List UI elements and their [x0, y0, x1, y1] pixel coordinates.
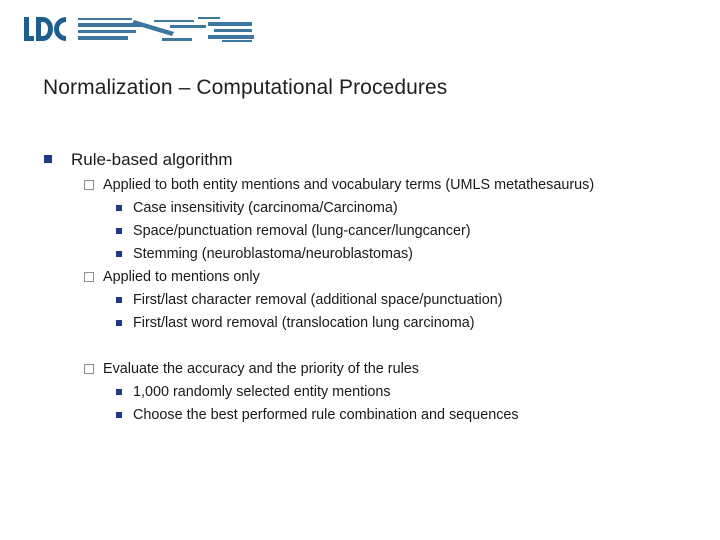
bullet-item: Applied to mentions only — [103, 269, 260, 285]
checkbox-bullet-icon — [84, 272, 94, 282]
bullet-square-icon — [116, 205, 122, 211]
bullet-square-icon — [116, 297, 122, 303]
checkbox-bullet-icon — [84, 364, 94, 374]
bullet-square-icon — [116, 251, 122, 257]
bullet-item: Applied to both entity mentions and vocabulary terms (UMLS metathesaurus) — [103, 177, 595, 193]
checkbox-bullet-icon — [84, 180, 94, 190]
bullet-item: 1,000 randomly selected entity mentions — [133, 384, 391, 400]
bullet-item: Choose the best performed rule combination and sequences — [133, 407, 519, 423]
bullet-item: Space/punctuation removal (lung-cancer/lungcancer) — [133, 223, 471, 239]
bullet-square-icon — [116, 320, 122, 326]
bullet-square-icon — [116, 412, 122, 418]
bullet-item: Stemming (neuroblastoma/neuroblastomas) — [133, 246, 413, 262]
bullet-item: Evaluate the accuracy and the priority of the rules — [103, 361, 419, 377]
bullet-item: First/last word removal (translocation lung carcinoma) — [133, 315, 475, 331]
bullet-square-icon — [116, 228, 122, 234]
bullet-square-icon — [44, 155, 52, 163]
bullet-square-icon — [116, 389, 122, 395]
bullet-item: Case insensitivity (carcinoma/Carcinoma) — [133, 200, 398, 216]
bullet-item: Rule-based algorithm — [71, 150, 233, 169]
bullet-item: First/last character removal (additional space/punctuation) — [133, 292, 503, 308]
slide-title: Normalization – Computational Procedures — [43, 76, 448, 99]
